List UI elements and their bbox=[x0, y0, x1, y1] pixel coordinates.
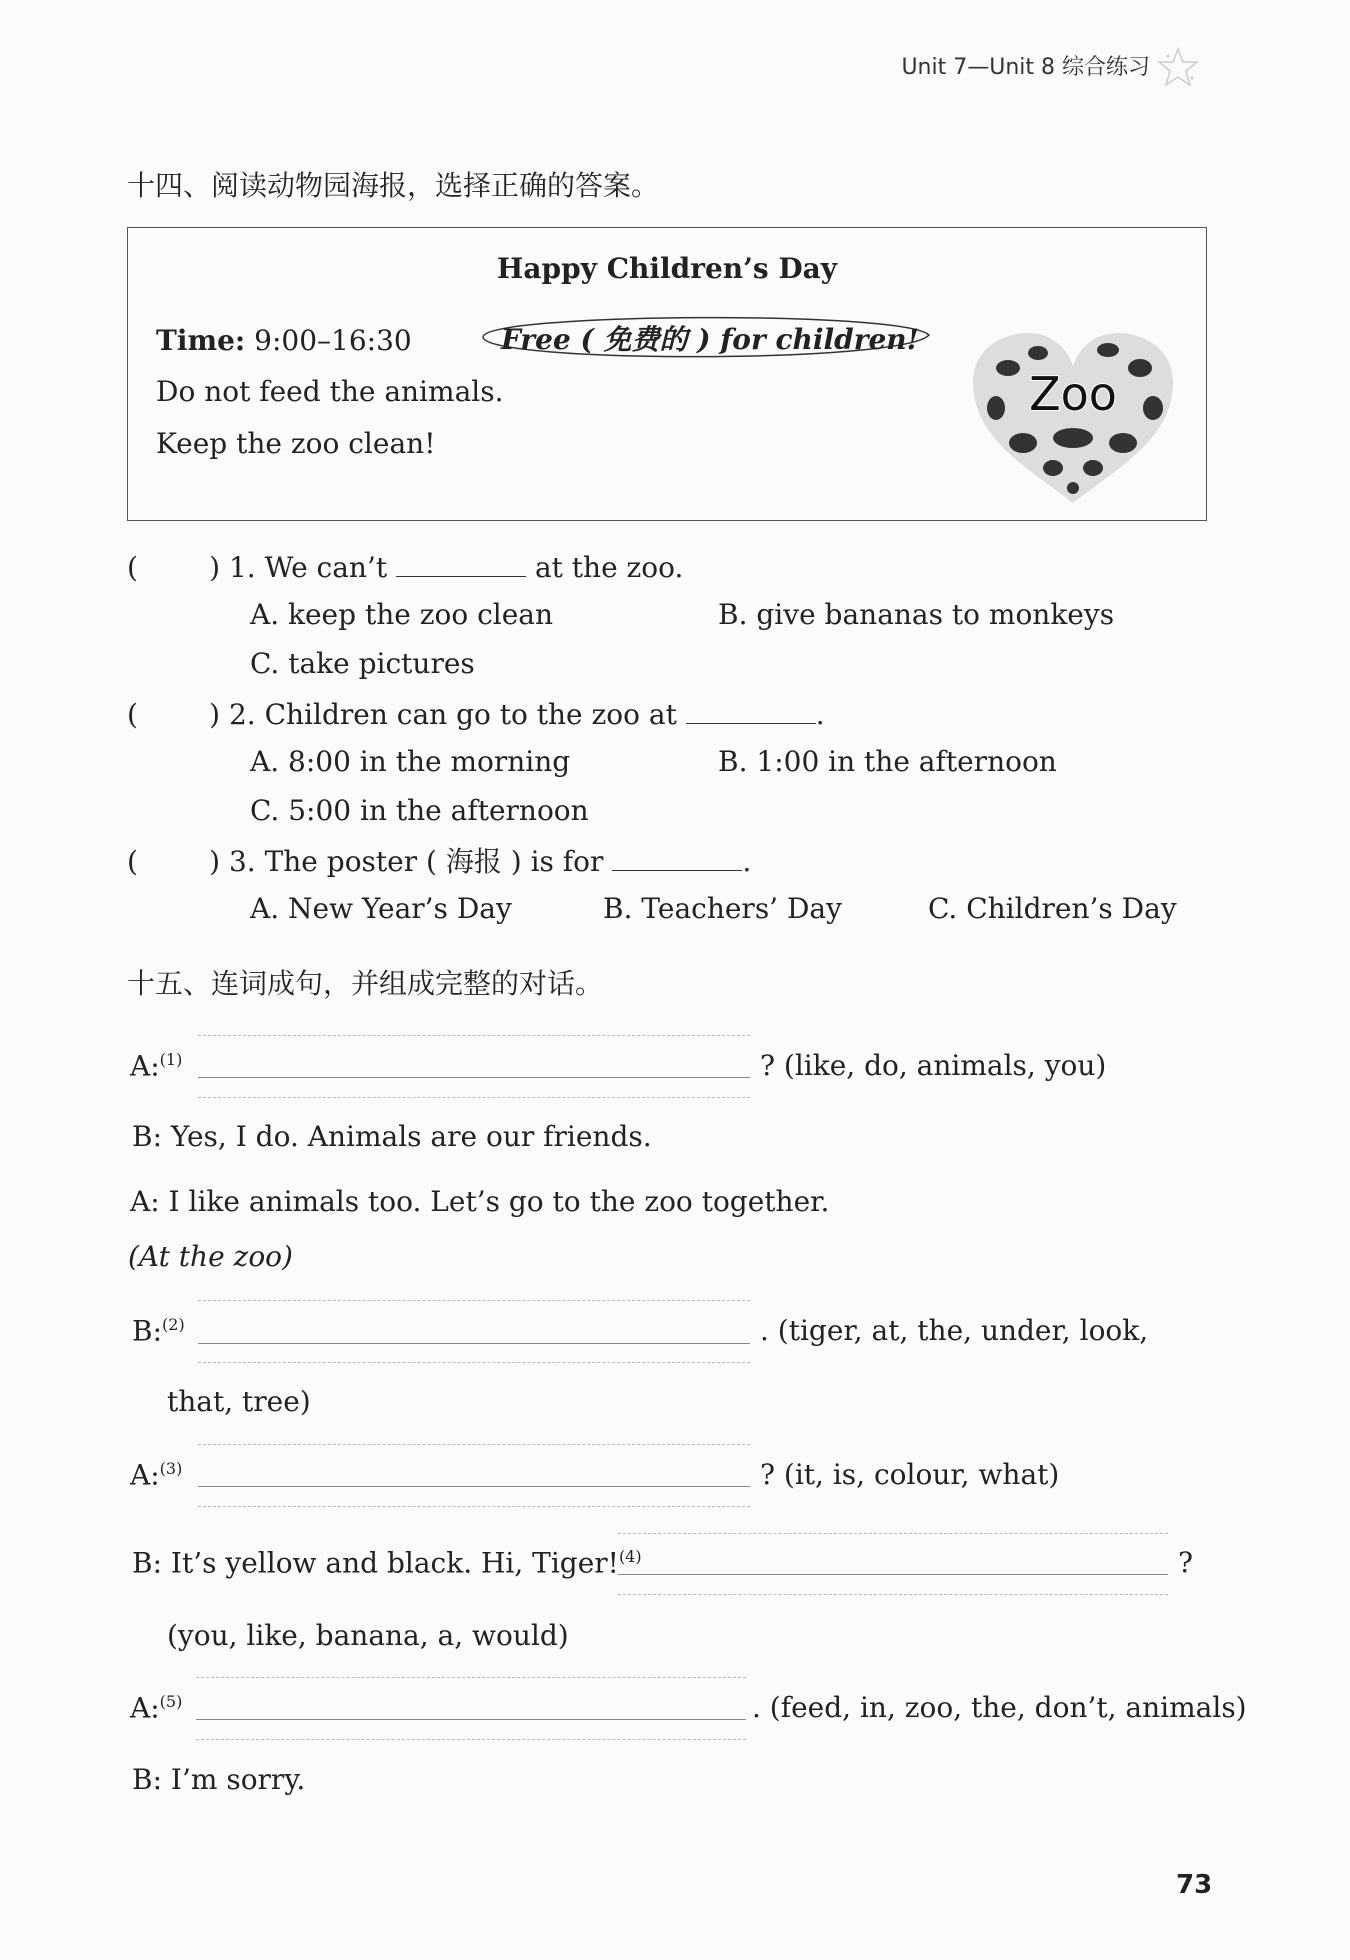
answer-line-5[interactable] bbox=[196, 1719, 746, 1720]
word-hint-5: . (feed, in, zoo, the, don’t, animals) bbox=[752, 1691, 1247, 1724]
dialogue-line: B: I’m sorry. bbox=[132, 1763, 306, 1796]
word-hint-2: . (tiger, at, the, under, look, bbox=[760, 1314, 1149, 1347]
option: C. Children’s Day bbox=[928, 892, 1177, 925]
zoo-logo-text: Zoo bbox=[1029, 367, 1117, 421]
answer-paren[interactable]: ( ) bbox=[127, 845, 221, 878]
answer-line-4[interactable] bbox=[618, 1574, 1168, 1575]
option: C. take pictures bbox=[250, 647, 475, 680]
word-hint-4: (you, like, banana, a, would) bbox=[167, 1619, 569, 1652]
free-text: Free ( 免费的 ) for children! bbox=[501, 323, 919, 356]
option: A. keep the zoo clean bbox=[250, 598, 554, 631]
item-number: (4) bbox=[618, 1547, 642, 1566]
poster-title: Happy Children’s Day bbox=[496, 252, 838, 285]
guide-line bbox=[196, 1739, 746, 1740]
dialogue-line: B: It’s yellow and black. Hi, Tiger!$^{(4)}$ bbox=[132, 1546, 642, 1580]
speaker-b: B:$^{(2)}$ bbox=[132, 1314, 185, 1348]
poster-line-1: Do not feed the animals. bbox=[156, 375, 504, 408]
star-icon bbox=[1156, 46, 1200, 90]
item-number: (3) bbox=[159, 1459, 183, 1478]
dialogue-line: A: I like animals too. Let’s go to the zoo together. bbox=[130, 1185, 830, 1218]
guide-line bbox=[198, 1444, 750, 1445]
question-3: ( ) 3. The poster ( 海报 ) is for . bbox=[127, 845, 752, 878]
item-number: (2) bbox=[162, 1315, 185, 1334]
page-number: 73 bbox=[1176, 1870, 1213, 1900]
section-15-title: 十五、连词成句，并组成完整的对话。 bbox=[127, 967, 604, 1000]
speaker-a: A:$^{(5)}$ bbox=[130, 1691, 183, 1725]
scene-note: (At the zoo) bbox=[128, 1240, 293, 1273]
answer-line-1[interactable] bbox=[198, 1077, 750, 1078]
guide-line bbox=[618, 1594, 1168, 1595]
poster-line-2: Keep the zoo clean! bbox=[156, 427, 436, 460]
fill-blank[interactable] bbox=[612, 846, 742, 871]
answer-paren[interactable]: ( ) bbox=[127, 698, 221, 731]
item-number: (5) bbox=[159, 1692, 183, 1711]
free-ellipse bbox=[463, 308, 931, 366]
guide-line bbox=[198, 1362, 750, 1363]
guide-line bbox=[198, 1300, 750, 1301]
speaker-a: A:$^{(3)}$ bbox=[130, 1458, 183, 1492]
option: C. 5:00 in the afternoon bbox=[250, 794, 589, 827]
guide-line bbox=[198, 1035, 750, 1036]
guide-line bbox=[198, 1506, 750, 1507]
fill-blank[interactable] bbox=[396, 552, 526, 577]
answer-line-2[interactable] bbox=[198, 1343, 750, 1344]
guide-line bbox=[198, 1097, 750, 1098]
poster-time-label: Time: bbox=[156, 324, 246, 357]
poster-time bbox=[156, 324, 412, 357]
zoo-heart-logo bbox=[968, 328, 1178, 508]
option: B. give bananas to monkeys bbox=[718, 598, 1115, 631]
answer-line-3[interactable] bbox=[198, 1486, 750, 1487]
option: B. Teachers’ Day bbox=[603, 892, 842, 925]
dialogue-line: B: Yes, I do. Animals are our friends. bbox=[132, 1120, 652, 1153]
option: A. New Year’s Day bbox=[250, 892, 512, 925]
question-1: ( ) 1. We can’t at the zoo. bbox=[127, 551, 684, 584]
guide-line bbox=[618, 1533, 1168, 1534]
word-hint-2-cont: that, tree) bbox=[167, 1385, 311, 1418]
answer-paren[interactable]: ( ) bbox=[127, 551, 221, 584]
option: B. 1:00 in the afternoon bbox=[718, 745, 1057, 778]
option: A. 8:00 in the morning bbox=[250, 745, 571, 778]
fill-blank[interactable] bbox=[686, 699, 816, 724]
poster-time-value: 9:00–16:30 bbox=[254, 324, 412, 357]
question-mark: ? bbox=[1178, 1546, 1194, 1579]
section-14-title: 十四、阅读动物园海报，选择正确的答案。 bbox=[127, 169, 660, 202]
unit-header: Unit 7—Unit 8 综合练习 bbox=[901, 55, 1150, 80]
item-number: (1) bbox=[159, 1050, 183, 1069]
guide-line bbox=[196, 1677, 746, 1678]
word-hint-3: ? (it, is, colour, what) bbox=[760, 1458, 1060, 1491]
speaker-a: A:$^{(1)}$ bbox=[130, 1049, 183, 1083]
question-2: ( ) 2. Children can go to the zoo at . bbox=[127, 698, 825, 731]
zoo-poster bbox=[127, 227, 1207, 521]
word-hint-1: ? (like, do, animals, you) bbox=[760, 1049, 1107, 1082]
